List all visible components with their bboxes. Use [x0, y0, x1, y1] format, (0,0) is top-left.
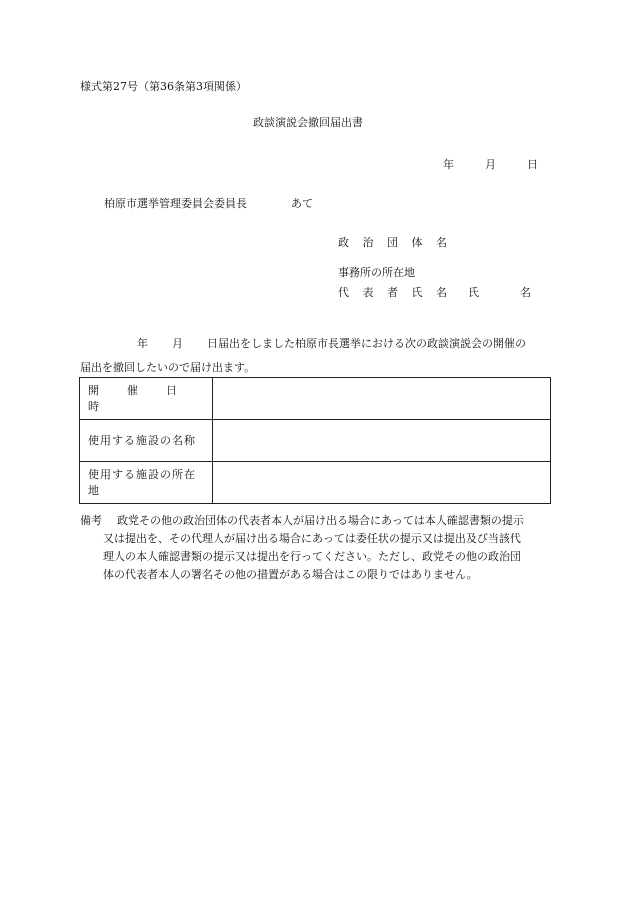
remarks-line-4: 体の代表者本人の署名その他の措置がある場合はこの限りではありません。 [103, 568, 478, 581]
office-address-label: 事務所の所在地 [338, 266, 415, 279]
date-month: 月 [485, 158, 496, 171]
table-row [80, 378, 551, 420]
body-text [80, 332, 552, 380]
body-year: 年 [137, 337, 148, 350]
addressee-name: 柏原市選挙管理委員会委員長 [104, 197, 247, 210]
event-details-table [79, 377, 551, 504]
representative-line [338, 286, 536, 300]
remarks-heading: 備考 [80, 514, 102, 527]
org-name-label: 政 治 団 体 名 [338, 236, 452, 249]
row-value-datetime[interactable] [213, 378, 551, 420]
date-line [443, 158, 538, 172]
row-value-facility-address[interactable] [213, 462, 551, 504]
form-number: 様式第27号（第36条第3項関係） [80, 80, 247, 93]
representative-label: 代 表 者 氏 名 氏 [338, 286, 484, 299]
remarks [80, 512, 555, 584]
row-value-facility-name[interactable] [213, 420, 551, 462]
remarks-line-1: 政党その他の政治団体の代表者本人が届け出る場合にあっては本人確認書類の提示 [117, 514, 524, 527]
table-row [80, 420, 551, 462]
table-row [80, 462, 551, 504]
remarks-line-2: 又は提出を、その代理人が届け出る場合にあっては委任状の提示又は提出及び当該代 [103, 532, 521, 545]
row-label-facility-address: 使用する施設の所在地 [80, 462, 213, 504]
addressee [104, 197, 313, 211]
remarks-line-3: 理人の本人確認書類の提示又は提出を行ってください。ただし、政党その他の政治団 [103, 550, 521, 563]
representative-suffix: 名 [520, 286, 536, 299]
date-year: 年 [443, 158, 454, 171]
date-day: 日 [527, 158, 538, 171]
body-line-2: 届出を撤回したいので届け出ます。 [80, 361, 256, 374]
remarks-content [103, 512, 555, 584]
document-title: 政談演説会撤回届出書 [253, 116, 363, 129]
row-label-facility-name: 使用する施設の名称 [80, 420, 213, 462]
body-line1-text: 日届出をしました柏原市長選挙における次の政談演説会の開催の [207, 337, 526, 350]
body-line-1 [80, 332, 552, 356]
row-label-datetime: 開 催 日 時 [80, 378, 213, 420]
addressee-honorific: あて [291, 197, 313, 210]
body-month: 月 [172, 337, 183, 350]
